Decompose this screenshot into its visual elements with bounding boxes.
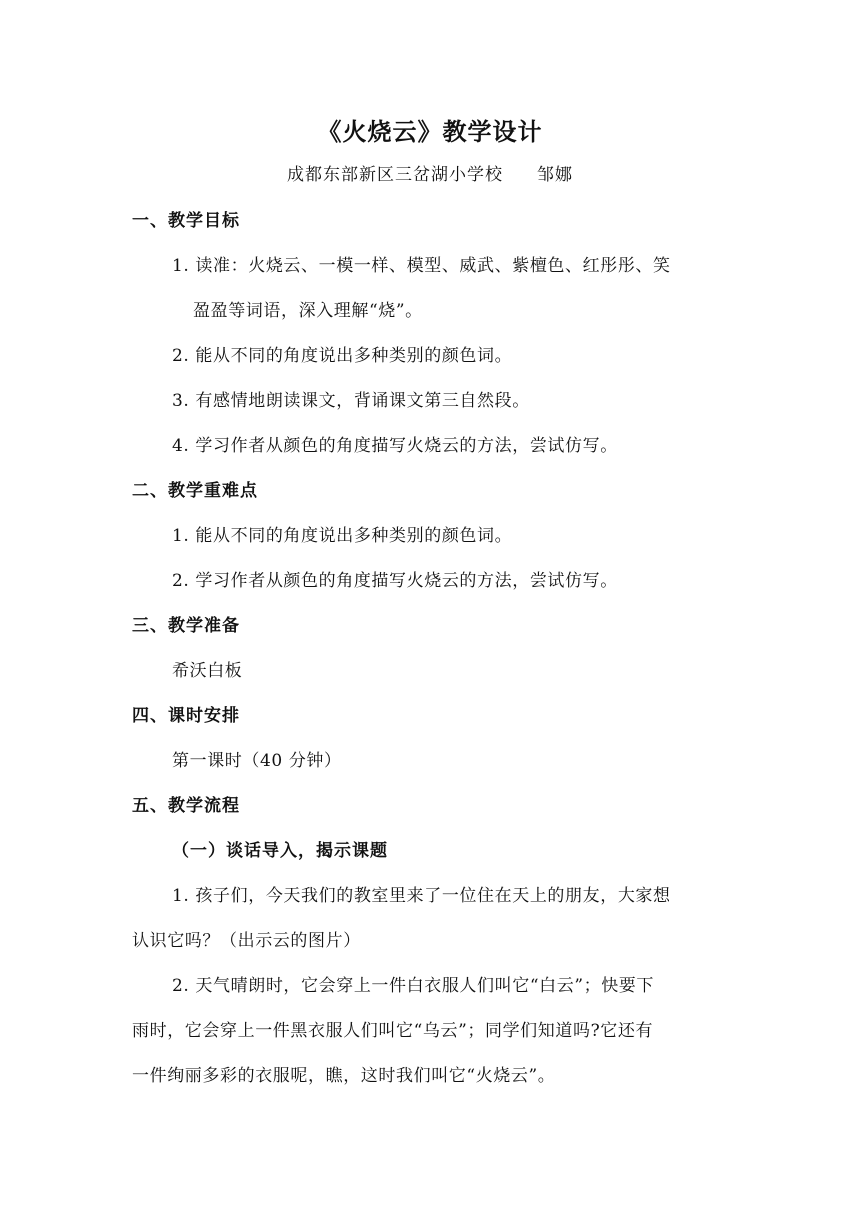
- process-paragraph-1-continued: 认识它吗？（出示云的图片）: [132, 931, 361, 951]
- section-heading-teaching-goals: 一、教学目标: [132, 211, 240, 231]
- document-title: 《火烧云》教学设计: [317, 117, 543, 146]
- goal-item-2: 2. 能从不同的角度说出多种类别的颜色词。: [172, 346, 513, 366]
- section-heading-preparation: 三、教学准备: [132, 616, 240, 636]
- process-paragraph-1: 1. 孩子们，今天我们的教室里来了一位住在天上的朋友，大家想: [172, 886, 671, 906]
- process-paragraph-2-line-3: 一件绚丽多彩的衣服呢，瞧，这时我们叫它“火烧云”。: [132, 1066, 556, 1086]
- document-byline: [0, 160, 860, 185]
- preparation-text: 希沃白板: [172, 661, 243, 681]
- key-point-item-1: 1. 能从不同的角度说出多种类别的颜色词。: [172, 526, 513, 546]
- author-name: 邹娜: [537, 165, 573, 185]
- process-subheading: （一）谈话导入，揭示课题: [172, 841, 388, 861]
- process-paragraph-2: 2. 天气晴朗时，它会穿上一件白衣服人们叫它“白云”；快要下: [172, 976, 655, 996]
- goal-item-1: 1. 读准：火烧云、一模一样、模型、威武、紫檀色、红彤彤、笑: [172, 256, 671, 276]
- key-point-item-2: 2. 学习作者从颜色的角度描写火烧云的方法，尝试仿写。: [172, 571, 618, 591]
- section-heading-key-points: 二、教学重难点: [132, 481, 258, 501]
- goal-item-4: 4. 学习作者从颜色的角度描写火烧云的方法，尝试仿写。: [172, 436, 618, 456]
- section-heading-process: 五、教学流程: [132, 796, 240, 816]
- goal-item-1-continued: 盈盈等词语，深入理解“烧”。: [193, 301, 423, 321]
- section-heading-schedule: 四、课时安排: [132, 706, 240, 726]
- school-name: 成都东部新区三岔湖小学校: [287, 165, 503, 185]
- process-paragraph-2-line-2: 雨时，它会穿上一件黑衣服人们叫它“乌云”；同学们知道吗?它还有: [132, 1021, 654, 1041]
- schedule-text: 第一课时（40 分钟）: [172, 751, 342, 771]
- goal-item-3: 3. 有感情地朗读课文，背诵课文第三自然段。: [172, 391, 530, 411]
